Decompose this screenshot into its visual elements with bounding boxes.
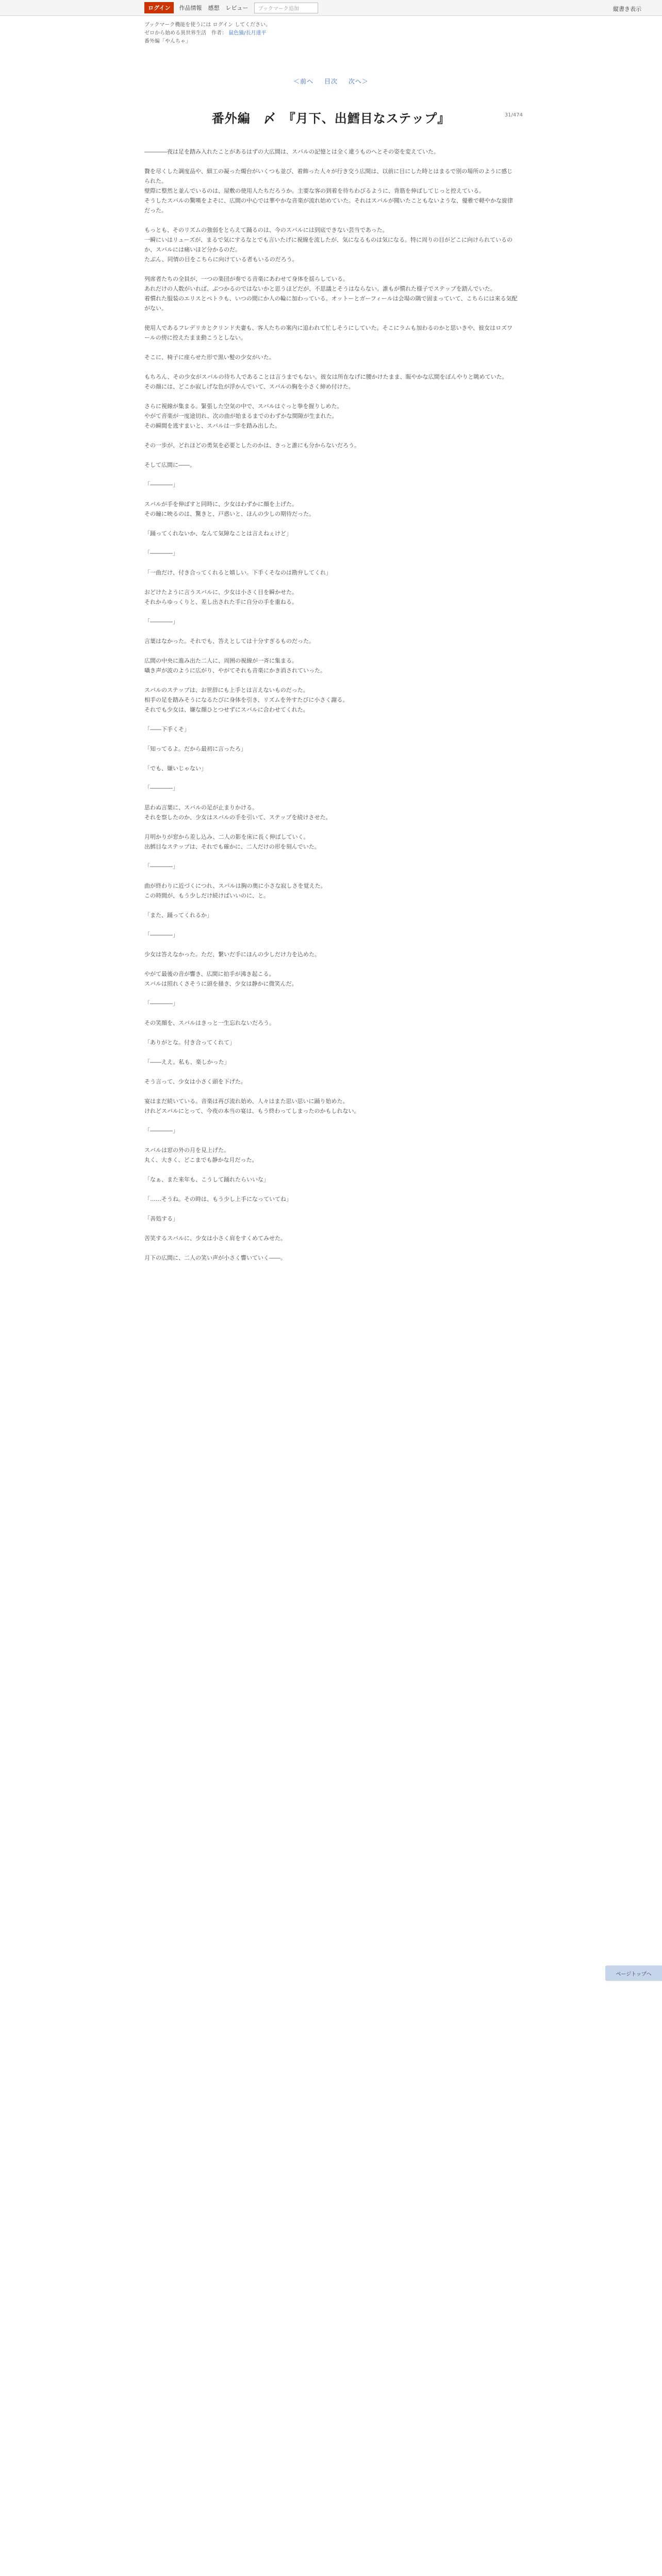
novel-paragraph bbox=[144, 519, 518, 529]
novel-paragraph: もっとも、そのリズムの強弱をとらえて踊るのは、今のスバルには到底できない芸当であった。 bbox=[144, 227, 388, 233]
novel-paragraph: スバルが手を伸ばすと同時に、少女はわずかに顔を上げた。 bbox=[144, 501, 297, 507]
novel-paragraph bbox=[144, 1224, 518, 1233]
novel-paragraph: おどけたように言うスバルに、少女は小さく目を瞬かせた。 bbox=[144, 589, 297, 596]
chapter-title: 番外編 〆 『月下、出鱈目なステップ』 bbox=[211, 111, 451, 126]
novel-paragraph: 「――――」 bbox=[144, 1000, 178, 1007]
next-page-link[interactable]: 次へ＞ bbox=[348, 78, 369, 85]
novel-paragraph bbox=[144, 1087, 518, 1096]
novel-paragraph bbox=[144, 1116, 518, 1126]
top-navigation-bar bbox=[0, 0, 662, 16]
novel-paragraph bbox=[144, 773, 518, 783]
novel-paragraph bbox=[144, 538, 518, 548]
novel-paragraph: 曲が終わりに近づくにつれ、スバルは胸の奥に小さな寂しさを覚えた。 bbox=[144, 883, 326, 889]
novel-paragraph: そう言って、少女は小さく頭を下げた。 bbox=[144, 1078, 246, 1085]
novel-paragraph: 「――下手くそ」 bbox=[144, 726, 190, 733]
novel-paragraph: 列席者たちの全員が、一つの楽団が奏でる音楽にあわせて身体を揺らしている。 bbox=[144, 276, 349, 282]
novel-paragraph: 着慣れた服装のエリスとペトラも、いつの間にか人の輪に加わっている。オットーとガーフィールは会場の隅で固まっていて、こちらには来る気配がない。 bbox=[144, 295, 518, 312]
novel-paragraph: けれどスバルにとって、今夜の本当の宴は、もう終わってしまったのかもしれない。 bbox=[144, 1108, 360, 1114]
novel-paragraph: 「なぁ、また来年も、こうして踊れたらいいな」 bbox=[144, 1176, 269, 1183]
novel-paragraph: さらに視線が集まる。緊張した空気の中で、スバルはぐっと拳を握りしめた。 bbox=[144, 403, 343, 410]
novel-paragraph: そこに、椅子に座らせた形で黒い髪の少女がいた。 bbox=[144, 354, 275, 361]
vertical-display-link[interactable]: 縦書き表示 bbox=[613, 6, 641, 12]
novel-paragraph bbox=[144, 626, 518, 636]
novel-paragraph: 「善処する」 bbox=[144, 1215, 178, 1222]
novel-paragraph: スバルは照れくさそうに頭を掻き、少女は静かに微笑んだ。 bbox=[144, 980, 297, 987]
novel-paragraph: 一瞬にいはリューズが、まるで気にするなとでも言いたげに視線を流したが、気になるものは気になる。特に周りの目がどこに向けられているのか、スバルには痛いほど分かるのだ。 bbox=[144, 236, 513, 253]
novel-paragraph bbox=[144, 470, 518, 480]
novel-paragraph bbox=[144, 607, 518, 617]
novel-paragraph bbox=[144, 793, 518, 803]
novel-paragraph: 出鱈目なステップは、それでも確かに、二人だけの形を刻んでいた。 bbox=[144, 843, 320, 850]
novel-paragraph: 「……そうね。その時は、もう少し上手になっていてね」 bbox=[144, 1196, 292, 1202]
novel-paragraph bbox=[144, 715, 518, 724]
work-label: ゼロから始める異世界生活 作者： bbox=[144, 30, 227, 36]
novel-paragraph bbox=[144, 489, 518, 499]
toc-link[interactable]: 目次 bbox=[324, 78, 338, 85]
novel-paragraph: 囁き声が波のように広がり、やがてそれも音楽にかき消されていった。 bbox=[144, 667, 326, 674]
novel-paragraph: スバルは窓の外の月を見上げた。 bbox=[144, 1147, 229, 1154]
novel-paragraph bbox=[144, 852, 518, 861]
novel-paragraph: その瞬間を逃すまいと、スバルは一歩を踏み出した。 bbox=[144, 422, 280, 429]
novel-paragraph: 宴はまだ続いている。音楽は再び流れ始め、人々はまた思い思いに踊り始めた。 bbox=[144, 1098, 349, 1105]
novel-paragraph bbox=[144, 920, 518, 930]
novel-paragraph: 「――――」 bbox=[144, 550, 178, 556]
novel-paragraph: 月下の広間に、二人の笑い声が小さく響いていく――。 bbox=[144, 1255, 286, 1261]
novel-paragraph bbox=[144, 578, 518, 587]
login-button[interactable]: ログイン bbox=[144, 2, 174, 13]
bookmark-add-field[interactable]: ブックマーク追加 bbox=[254, 3, 318, 13]
novel-paragraph bbox=[144, 675, 518, 685]
novel-paragraph bbox=[144, 215, 518, 225]
novel-paragraph: 「ありがとな。付き合ってくれて」 bbox=[144, 1039, 235, 1046]
author-link[interactable]: 鼠色猫/長月達平 bbox=[228, 30, 267, 36]
novel-paragraph: 「――ええ。私も、楽しかった」 bbox=[144, 1059, 230, 1065]
novel-paragraph: 相手の足を踏みそうになるたびに身体を引き、リズムを外すたびに小さく謝る。 bbox=[144, 697, 349, 703]
novel-paragraph: 「――――」 bbox=[144, 863, 178, 870]
novel-paragraph: ――――夜は足を踏み入れたことがあるはずの大広間は、スバルの記憶とは全く違うものへとその姿を変えていた。 bbox=[144, 148, 439, 155]
login-notice: ブックマーク機能を使うには ログイン してください。 bbox=[144, 22, 271, 28]
novel-paragraph: その笑顔を、スバルはきっと一生忘れないだろう。 bbox=[144, 1020, 275, 1026]
novel-paragraph: やがて最後の音が響き、広間に拍手が沸き起こる。 bbox=[144, 971, 275, 977]
novel-paragraph bbox=[144, 871, 518, 881]
novel-paragraph: 使用人であるフレデリカとクリンド夫妻も、客人たちの案内に追われて忙しそうにしていた。そこにラムも加わるのかと思いきや、彼女はロズワールの傍に控えたまま動こうとしない。 bbox=[144, 325, 513, 341]
novel-paragraph bbox=[144, 1067, 518, 1077]
novel-paragraph bbox=[144, 392, 518, 401]
novel-paragraph bbox=[144, 734, 518, 744]
novel-paragraph: それからゆっくりと、差し出された手に自分の手を重ねる。 bbox=[144, 599, 297, 605]
novel-paragraph: その一歩が、どれほどの勇気を必要としたのかは、きっと誰にも分からないだろう。 bbox=[144, 442, 360, 449]
nav-link-review[interactable]: レビュー bbox=[225, 5, 249, 11]
chapter-label: 番外編「やんちゃ」 bbox=[144, 39, 191, 44]
novel-paragraph bbox=[144, 1204, 518, 1214]
novel-paragraph: スバルのステップは、お世辞にも上手とは言えないものだった。 bbox=[144, 687, 309, 693]
novel-paragraph: 「一曲だけ、付き合ってくれると嬉しい。下手くそなのは勘弁してくれ」 bbox=[144, 569, 332, 576]
novel-paragraph: 広間の中央に進み出た二人に、周囲の視線が一斉に集まる。 bbox=[144, 657, 297, 664]
novel-paragraph bbox=[144, 157, 518, 166]
novel-paragraph: それでも少女は、嫌な顔ひとつせずにスバルに合わせてくれた。 bbox=[144, 706, 309, 713]
novel-paragraph: 「知ってるよ。だから最初に言ったろ」 bbox=[144, 745, 246, 752]
novel-paragraph: そして広間に――。 bbox=[144, 462, 195, 468]
scroll-to-top-button[interactable]: ページトップへ bbox=[605, 1965, 662, 1981]
episode-counter: 31/474 bbox=[504, 112, 523, 118]
prev-page-link[interactable]: ＜前へ bbox=[293, 78, 314, 85]
novel-paragraph: たぶん、同情の目をこちらに向けている者もいるのだろう。 bbox=[144, 256, 298, 263]
novel-paragraph bbox=[144, 362, 518, 372]
novel-body bbox=[144, 147, 518, 1263]
pager-top bbox=[0, 77, 662, 86]
novel-paragraph: 丸く、大きく、どこまでも静かな月だった。 bbox=[144, 1157, 258, 1163]
novel-paragraph: 「また、踊ってくれるか」 bbox=[144, 912, 212, 919]
nav-link-info[interactable]: 作品情報 bbox=[179, 5, 202, 11]
novel-paragraph bbox=[144, 343, 518, 352]
novel-paragraph bbox=[144, 940, 518, 950]
novel-paragraph: そうしたスバルの驚嘆をよそに、広間の中心では華やかな音楽が流れ始めていた。それはスバルが聞いたこともないような、優雅で軽やかな旋律だった。 bbox=[144, 197, 513, 214]
novel-paragraph bbox=[144, 313, 518, 323]
novel-paragraph: その瞳に映るのは、驚きと、戸惑いと、ほんの少しの期待だった。 bbox=[144, 511, 315, 517]
novel-paragraph: 「――――」 bbox=[144, 931, 178, 938]
novel-paragraph bbox=[144, 1243, 518, 1253]
novel-paragraph: 「――――」 bbox=[144, 785, 178, 791]
novel-paragraph: 贅を尽くした調度品や、細工の凝った燭台がいくつも並び、着飾った人々が行き交う広間は、以前に目にした時とはまるで別の場所のように感じられた。 bbox=[144, 168, 513, 184]
novel-paragraph bbox=[144, 558, 518, 568]
novel-paragraph: 「――――」 bbox=[144, 481, 178, 488]
novel-paragraph bbox=[144, 450, 518, 460]
novel-header-info bbox=[144, 21, 662, 46]
novel-paragraph: もちろん、その少女がスバルの待ち人であることは言うまでもない。彼女は所在なげに腰かけたまま、賑やかな広間をぼんやりと眺めていた。 bbox=[144, 374, 508, 380]
novel-paragraph bbox=[144, 1047, 518, 1057]
novel-paragraph: あれだけの人数がいれば、ぶつかるのではないかと思うほどだが、不思議とそうはならない。誰もが慣れた様子でステップを踏んでいた。 bbox=[144, 285, 496, 292]
novel-paragraph bbox=[144, 431, 518, 440]
novel-paragraph bbox=[144, 1028, 518, 1038]
novel-paragraph bbox=[144, 1136, 518, 1145]
novel-paragraph: 少女は答えなかった。ただ、繋いだ手にほんの少しだけ力を込めた。 bbox=[144, 951, 320, 958]
novel-paragraph: 言葉はなかった。それでも、答えとしては十分すぎるものだった。 bbox=[144, 638, 315, 645]
novel-paragraph bbox=[144, 754, 518, 764]
novel-paragraph: それを察したのか、少女はスバルの手を引いて、ステップを続けさせた。 bbox=[144, 814, 332, 821]
novel-paragraph: 「――――」 bbox=[144, 618, 178, 625]
novel-paragraph: この時間が、もう少しだけ続けばいいのに、と。 bbox=[144, 892, 269, 899]
novel-paragraph bbox=[144, 989, 518, 998]
novel-paragraph: 「踊ってくれないか、なんて気障なことは言えねぇけど」 bbox=[144, 530, 292, 537]
novel-paragraph: 「でも、嫌いじゃない」 bbox=[144, 765, 207, 772]
novel-paragraph: 思わぬ言葉に、スバルの足が止まりかける。 bbox=[144, 804, 258, 811]
novel-paragraph: 壁際に整然と並んでいるのは、屋敷の使用人たちだろうか。主要な客の到着を待ちわびるように、背筋を伸ばしてじっと控えている。 bbox=[144, 188, 485, 194]
novel-paragraph bbox=[144, 822, 518, 832]
novel-paragraph bbox=[144, 1165, 518, 1175]
novel-paragraph bbox=[144, 1184, 518, 1194]
novel-paragraph bbox=[144, 264, 518, 274]
novel-paragraph: 苦笑するスバルに、少女は小さく肩をすくめてみせた。 bbox=[144, 1235, 286, 1242]
novel-paragraph: その顔には、どこか寂しげな色が浮かんでいて、スバルの胸を小さく締め付けた。 bbox=[144, 383, 354, 390]
novel-paragraph: 「――――」 bbox=[144, 1127, 178, 1134]
novel-paragraph bbox=[144, 959, 518, 969]
novel-paragraph: やがて音楽が一度途切れ、次の曲が始まるまでのわずかな間隙が生まれた。 bbox=[144, 413, 338, 419]
novel-paragraph bbox=[144, 1008, 518, 1018]
novel-paragraph: 月明かりが窓から差し込み、二人の影を床に長く伸ばしていく。 bbox=[144, 834, 309, 840]
novel-paragraph bbox=[144, 901, 518, 910]
work-line bbox=[144, 29, 662, 38]
nav-link-impressions[interactable]: 感想 bbox=[208, 5, 220, 11]
novel-paragraph bbox=[144, 646, 518, 656]
